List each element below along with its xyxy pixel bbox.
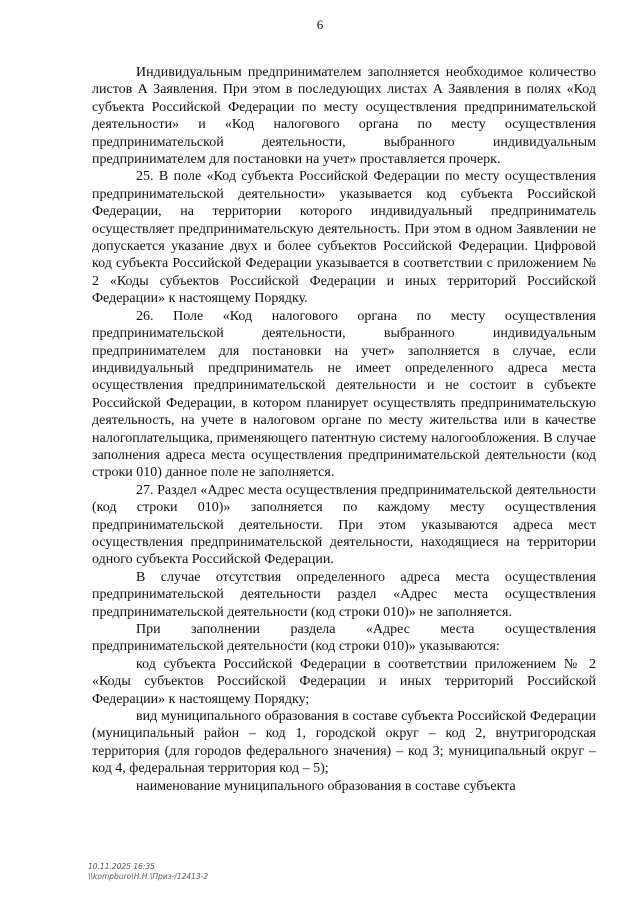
paragraph-region-code: код субъекта Российской Федерации в соответствии приложением № 2 «Коды субъектов Российской Федерации и иных территорий Российской Федерации» к настоящему Порядку; xyxy=(92,656,596,707)
footer-timestamp: 10.11.2025 16:35 xyxy=(88,862,155,871)
paragraph-no-address: В случае отсутствия определенного адреса места осуществления предпринимательской деятельности раздел «Адрес места осуществления предпринимательской деятельности (код строки 010)» не заполняется. xyxy=(92,569,596,620)
paragraph-municipality-name: наименование муниципального образования в составе субъекта xyxy=(136,778,516,794)
document-body xyxy=(92,64,596,795)
page-number: 6 xyxy=(316,17,324,32)
paragraph-26: 26. Поле «Код налогового органа по месту осуществления предпринимательской деятельности, выбранного индивидуальным предпринимателем для постановки на учет» заполняется в случае, если индивидуальный предприниматель не имеет определенного адреса места осуществления предпринимательской деятельности и не состоит в субъекте Российской Федерации, в котором планирует осуществлять предпринимательскую деятельность, на учете в налоговом органе по месту жительства или в качестве налогоплательщика, применяющего патентную систему налогообложения. В случае заполнения адреса места осуществления предпринимательской деятельности (код строки 010) данное поле не заполняется. xyxy=(92,308,596,481)
paragraph-25: 25. В поле «Код субъекта Российской Федерации по месту осуществления предпринимательской деятельности» указывается код субъекта Российской Федерации, на территории которого индивидуальный предприниматель осуществляет предпринимательскую деятельность. При этом в одном Заявлении не допускается указание двух и более субъектов Российской Федерации. Цифровой код субъекта Российской Федерации указывается в соответствии с приложением № 2 «Коды субъектов Российской Федерации и иных территорий Российской Федерации» к настоящему Порядку. xyxy=(92,169,596,307)
paragraph-filling-intro: При заполнении раздела «Адрес места осуществления предпринимательской деятельности (код строки 010)» указываются: xyxy=(92,622,596,655)
paragraph-27: 27. Раздел «Адрес места осуществления предпринимательской деятельности (код строки 010)» заполняется по каждому месту осуществления предпринимательской деятельности. При этом указываются адреса мест осуществления предпринимательской деятельности, находящиеся на территории одного субъекта Российской Федерации. xyxy=(92,482,596,568)
paragraph-continuation: Индивидуальным предпринимателем заполняется необходимое количество листов А Заявления. При этом в последующих листах А Заявления в полях «Код субъекта Российской Федерации по месту осуществления предпринимательской деятельности» и «Код налогового органа по месту осуществления предпринимательской деятельности, выбранного индивидуальным предпринимателем для постановки на учет» проставляется прочерк. xyxy=(92,65,596,168)
footer-stamp xyxy=(88,862,208,882)
paragraph-municipality-type: вид муниципального образования в составе субъекта Российской Федерации (муниципальный район – код 1, городской округ – код 2, внутригородская территория (для городов федерального значения) – код 3; муниципальный округ – код 4, федеральная территория код – 5); xyxy=(92,709,596,777)
footer-file-path: \\kompburo\Н.Н.\Приз-/12413-2 xyxy=(88,872,209,881)
